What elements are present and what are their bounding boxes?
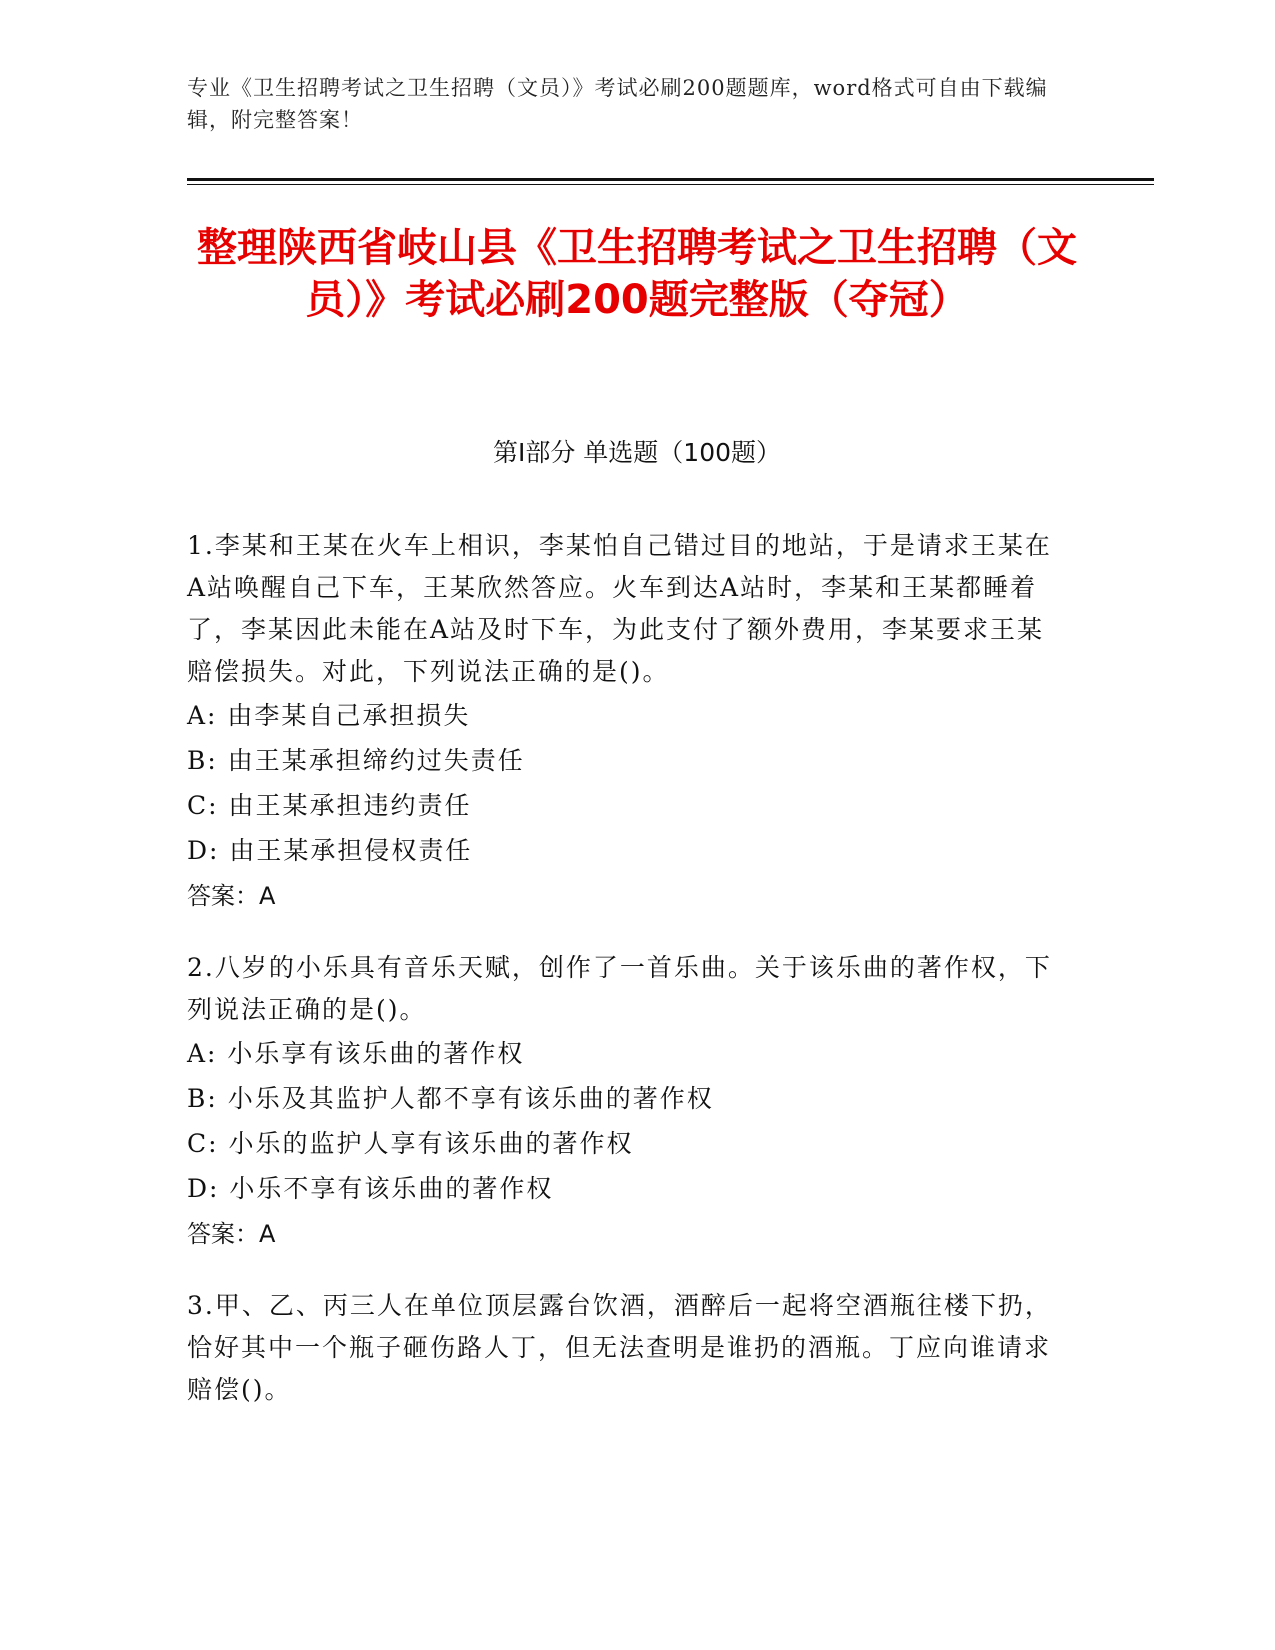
option-b: B: 由王某承担缔约过失责任	[187, 746, 525, 775]
option-c: C: 由王某承担违约责任	[187, 791, 472, 820]
question-2	[187, 947, 1067, 1257]
main-title: 整理陕西省岐山县《卫生招聘考试之卫生招聘（文员）》考试必刷200题完整版（夺冠）	[197, 225, 1077, 323]
option-c: C: 小乐的监护人享有该乐曲的著作权	[187, 1129, 634, 1158]
option-d: D: 由王某承担侵权责任	[187, 836, 473, 865]
header-rule-thick	[187, 178, 1154, 181]
question-3	[187, 1285, 1067, 1411]
answer: 答案：A	[187, 882, 276, 910]
section-title: 第I部分 单选题（100题）	[492, 438, 782, 467]
option-a: A: 由李某自己承担损失	[187, 701, 471, 730]
question-stem: 3.甲、乙、丙三人在单位顶层露台饮酒，酒醉后一起将空酒瓶往楼下扔，恰好其中一个瓶子砸伤路人丁，但无法查明是谁扔的酒瓶。丁应向谁请求赔偿()。	[187, 1291, 1052, 1404]
option-b: B: 小乐及其监护人都不享有该乐曲的著作权	[187, 1084, 714, 1113]
question-list	[187, 525, 1067, 1439]
header-note: 专业《卫生招聘考试之卫生招聘（文员）》考试必刷200题题库，word格式可自由下载编辑，附完整答案！	[187, 76, 1048, 132]
option-d: D: 小乐不享有该乐曲的著作权	[187, 1174, 554, 1203]
question-1	[187, 525, 1067, 919]
question-stem: 1.李某和王某在火车上相识，李某怕自己错过目的地站，于是请求王某在A站唤醒自己下车，王某欣然答应。火车到达A站时，李某和王某都睡着了，李某因此未能在A站及时下车，为此支付了额外费用，李某要求王某赔偿损失。对此，下列说法正确的是()。	[187, 531, 1052, 686]
answer: 答案：A	[187, 1220, 276, 1248]
option-a: A: 小乐享有该乐曲的著作权	[187, 1039, 525, 1068]
header-rule-thin	[187, 184, 1154, 185]
question-stem: 2.八岁的小乐具有音乐天赋，创作了一首乐曲。关于该乐曲的著作权，下列说法正确的是()。	[187, 953, 1052, 1024]
